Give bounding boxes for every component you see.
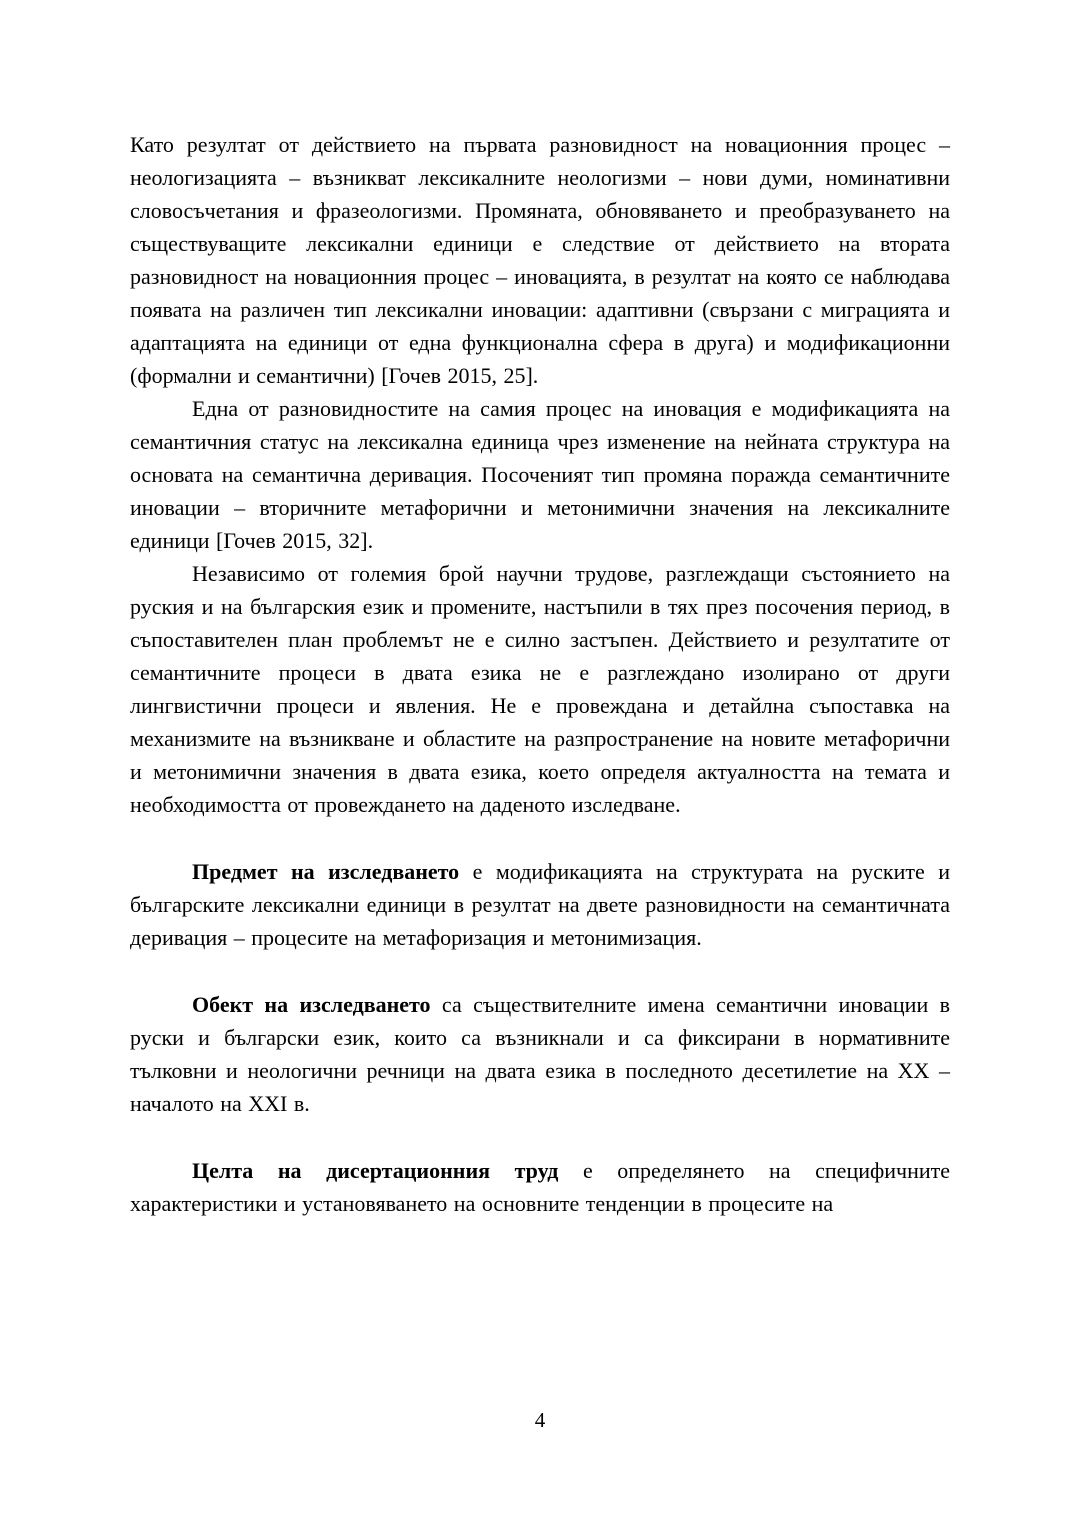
paragraph-research-relevance <box>130 557 950 821</box>
page-number: 4 <box>534 1408 546 1432</box>
paragraph-innovation-modification <box>130 392 950 557</box>
paragraph-lead-bold: Обект на изследването <box>192 992 431 1017</box>
paragraph-text: са съществителните имена семантични иновации в руски и български език, които са възникнали и са фиксирани в нормативните тълковни и неологични речници на двата езика в последното десетилетие на XX – началото на XXI в. <box>130 992 950 1116</box>
document-body <box>130 128 950 1220</box>
paragraph-research-subject <box>130 855 950 954</box>
paragraph-dissertation-goal <box>130 1154 950 1220</box>
paragraph-lead-bold: Предмет на изследването <box>192 859 460 884</box>
paragraph-text: Като резултат от действието на първата разновидност на новационния процес – неологизацията – възникват лексикалните неологизми – нови думи, номинативни словосъчетания и фразеологизми. Промяната, обновяването и преобразуването на съществуващите лексикални единици е следствие от действието на втората разновидност на новационния процес – иновацията, в резултат на която се наблюдава появата на различен тип лексикални иновации: адаптивни (свързани с миграцията и адаптацията на единици от една функционална сфера в друга) и модификационни (формални и семантични) [Гочев 2015, 25]. <box>130 132 950 388</box>
paragraph-novation-process <box>130 128 950 392</box>
paragraph-text: е модификацията на структурата на руските и българските лексикални единици в резултат на двете разновидности на семантичната деривация – процесите на метафоризация и метонимизация. <box>130 859 951 950</box>
paragraph-text: е определянето на специфичните характеристики и установяването на основните тенденции в процесите на <box>130 1158 951 1216</box>
paragraph-lead-bold: Целта на дисертационния труд <box>192 1158 559 1183</box>
paragraph-text: Независимо от големия брой научни трудове, разглеждащи състоянието на руския и на българския език и промените, настъпили в тях през посочения период, в съпоставителен план проблемът не е силно застъпен. Действието и резултатите от семантичните процеси в двата езика не е разглеждано изолирано от други лингвистични процеси и явления. Не е провеждана и детайлна съпоставка на механизмите на възникване и областите на разпространение на новите метафорични и метонимични значения в двата езика, което определя актуалността на темата и необходимостта от провеждането на даденото изследване. <box>130 561 950 817</box>
paragraph-text: Една от разновидностите на самия процес на иновация е модификацията на семантичния статус на лексикална единица чрез изменение на нейната структура на основата на семантична деривация. Посоченият тип промяна поражда семантичните иновации – вторичните метафорични и метонимични значения на лексикалните единици [Гочев 2015, 32]. <box>130 396 950 553</box>
paragraph-research-object <box>130 988 950 1120</box>
